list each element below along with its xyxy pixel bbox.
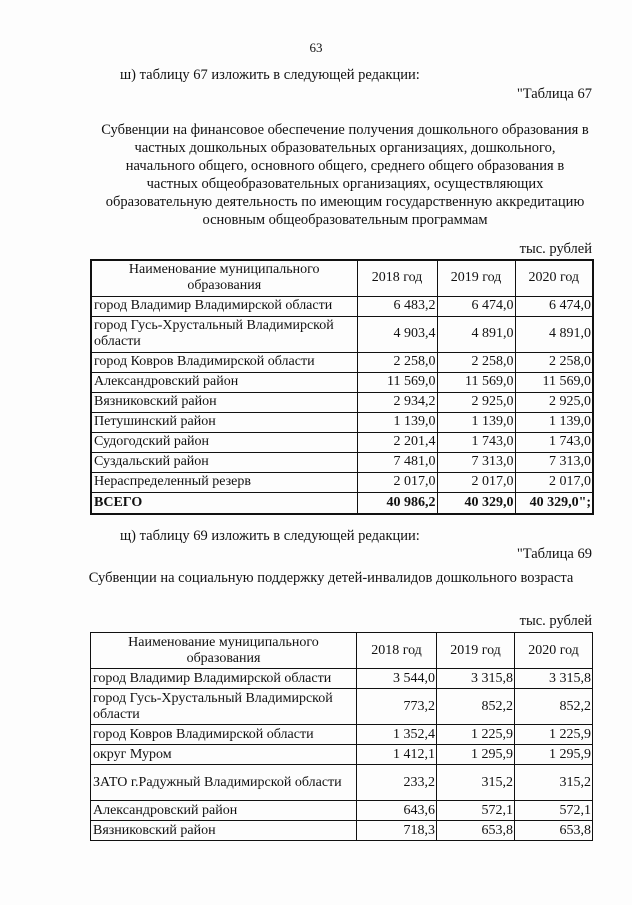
table-67-units: тыс. рублей <box>519 241 592 257</box>
table-row <box>91 296 593 316</box>
table-67 <box>90 259 594 515</box>
value-2020: 6 474,0 <box>515 296 593 316</box>
value-2020: 1 743,0 <box>515 432 593 452</box>
table-67-label: "Таблица 67 <box>516 86 592 102</box>
value-2020: 11 569,0 <box>515 372 593 392</box>
table-row <box>91 372 593 392</box>
municipality-cell: город Гусь-Хрустальный Владимирской области <box>91 689 357 725</box>
table-row <box>91 412 593 432</box>
municipality-cell: Александровский район <box>91 801 357 821</box>
table-row <box>91 452 593 472</box>
value-2020: 315,2 <box>515 765 593 801</box>
municipality-cell: город Владимир Владимирской области <box>91 669 357 689</box>
total-2020: 40 329,0"; <box>515 492 593 514</box>
table-69-label: "Таблица 69 <box>516 546 592 562</box>
value-2018: 7 481,0 <box>357 452 437 472</box>
table-row <box>91 669 593 689</box>
value-2018: 6 483,2 <box>357 296 437 316</box>
caption-line: основным общеобразовательным программам <box>202 212 488 228</box>
header-2018: 2018 год <box>357 633 437 669</box>
municipality-cell: Александровский район <box>91 372 357 392</box>
table-67-caption <box>75 121 615 229</box>
table-69 <box>90 632 593 841</box>
municipality-cell: Суздальский район <box>91 452 357 472</box>
amendment-instruction-69: щ) таблицу 69 изложить в следующей редакции: <box>120 528 420 544</box>
value-2019: 653,8 <box>437 821 515 841</box>
value-2019: 7 313,0 <box>437 452 515 472</box>
header-2019: 2019 год <box>437 260 515 296</box>
value-2020: 2 925,0 <box>515 392 593 412</box>
table-row <box>91 725 593 745</box>
table-69-caption: Субвенции на социальную поддержку детей-инвалидов дошкольного возраста <box>88 570 574 586</box>
table-row <box>91 689 593 725</box>
total-label: ВСЕГО <box>91 492 357 514</box>
header-municipality: Наименование муниципального образования <box>91 633 357 669</box>
table-header-row <box>91 260 593 296</box>
header-2020: 2020 год <box>515 260 593 296</box>
value-2019: 852,2 <box>437 689 515 725</box>
value-2018: 643,6 <box>357 801 437 821</box>
value-2020: 2 258,0 <box>515 352 593 372</box>
value-2018: 233,2 <box>357 765 437 801</box>
header-2019: 2019 год <box>437 633 515 669</box>
municipality-cell: ЗАТО г.Радужный Владимирской области <box>91 765 357 801</box>
value-2018: 718,3 <box>357 821 437 841</box>
value-2020: 1 295,9 <box>515 745 593 765</box>
caption-line: частных дошкольных образовательных организациях, дошкольного, <box>134 140 556 156</box>
value-2018: 4 903,4 <box>357 316 437 352</box>
municipality-cell: город Владимир Владимирской области <box>91 296 357 316</box>
value-2020: 2 017,0 <box>515 472 593 492</box>
municipality-cell: город Ковров Владимирской области <box>91 352 357 372</box>
header-2020: 2020 год <box>515 633 593 669</box>
municipality-cell: Вязниковский район <box>91 821 357 841</box>
value-2020: 572,1 <box>515 801 593 821</box>
page-number: 63 <box>309 40 323 55</box>
table-total-row <box>91 492 593 514</box>
value-2019: 1 743,0 <box>437 432 515 452</box>
value-2020: 1 225,9 <box>515 725 593 745</box>
value-2019: 6 474,0 <box>437 296 515 316</box>
municipality-cell: Судогодский район <box>91 432 357 452</box>
value-2018: 1 412,1 <box>357 745 437 765</box>
value-2019: 572,1 <box>437 801 515 821</box>
table-row <box>91 432 593 452</box>
value-2019: 3 315,8 <box>437 669 515 689</box>
value-2020: 1 139,0 <box>515 412 593 432</box>
value-2020: 653,8 <box>515 821 593 841</box>
value-2018: 11 569,0 <box>357 372 437 392</box>
value-2019: 1 225,9 <box>437 725 515 745</box>
municipality-cell: город Гусь-Хрустальный Владимирской области <box>91 316 357 352</box>
municipality-cell: город Ковров Владимирской области <box>91 725 357 745</box>
value-2018: 773,2 <box>357 689 437 725</box>
value-2019: 2 925,0 <box>437 392 515 412</box>
caption-line: образовательную деятельность по имеющим государственную аккредитацию <box>105 194 585 210</box>
header-2018: 2018 год <box>357 260 437 296</box>
value-2020: 4 891,0 <box>515 316 593 352</box>
municipality-cell: Нераспределенный резерв <box>91 472 357 492</box>
value-2020: 852,2 <box>515 689 593 725</box>
value-2020: 3 315,8 <box>515 669 593 689</box>
table-row <box>91 472 593 492</box>
municipality-cell: Петушинский район <box>91 412 357 432</box>
table-row <box>91 352 593 372</box>
value-2018: 2 934,2 <box>357 392 437 412</box>
value-2018: 1 352,4 <box>357 725 437 745</box>
header-municipality: Наименование муниципального образования <box>91 260 357 296</box>
table-header-row <box>91 633 593 669</box>
table-row <box>91 801 593 821</box>
caption-line: начального общего, основного общего, среднего общего образования в <box>125 158 565 174</box>
value-2018: 1 139,0 <box>357 412 437 432</box>
table-row <box>91 745 593 765</box>
amendment-instruction-67: ш) таблицу 67 изложить в следующей редакции: <box>120 67 420 83</box>
value-2019: 315,2 <box>437 765 515 801</box>
total-2018: 40 986,2 <box>357 492 437 514</box>
table-row <box>91 821 593 841</box>
value-2019: 1 295,9 <box>437 745 515 765</box>
value-2019: 4 891,0 <box>437 316 515 352</box>
value-2019: 2 017,0 <box>437 472 515 492</box>
value-2020: 7 313,0 <box>515 452 593 472</box>
municipality-cell: Вязниковский район <box>91 392 357 412</box>
value-2019: 2 258,0 <box>437 352 515 372</box>
caption-line: частных общеобразовательных организациях, осуществляющих <box>146 176 544 192</box>
table-69-units: тыс. рублей <box>519 613 592 629</box>
caption-line: Субвенции на финансовое обеспечение получения дошкольного образования в <box>101 122 589 138</box>
value-2018: 2 201,4 <box>357 432 437 452</box>
value-2018: 2 017,0 <box>357 472 437 492</box>
table-row <box>91 765 593 801</box>
table-row <box>91 392 593 412</box>
municipality-cell: округ Муром <box>91 745 357 765</box>
total-2019: 40 329,0 <box>437 492 515 514</box>
value-2018: 3 544,0 <box>357 669 437 689</box>
value-2019: 1 139,0 <box>437 412 515 432</box>
table-row <box>91 316 593 352</box>
value-2019: 11 569,0 <box>437 372 515 392</box>
value-2018: 2 258,0 <box>357 352 437 372</box>
